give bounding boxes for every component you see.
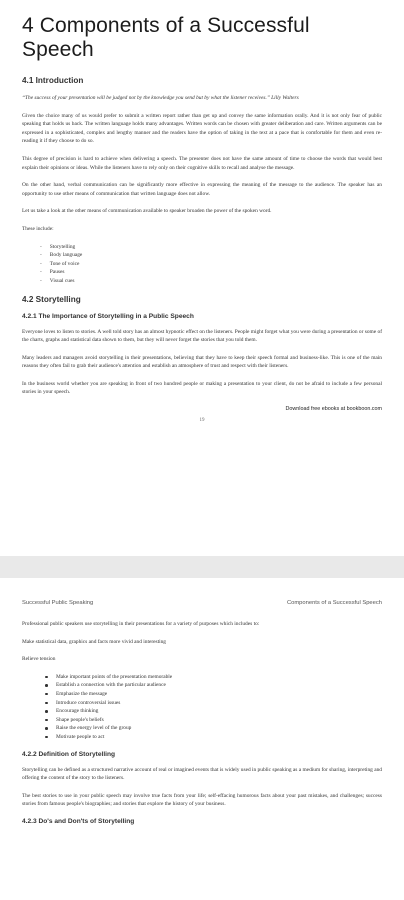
paragraph: Given the choice many of us would prefer to submit a written report rather than get up and convey the same information orally. And it is not only fear of public speaking that holds us back. The written language holds many advantages. Written words can be chosen with greater deliberation and care. Written arguments can be expressed in a sophisticated, complex and lengthy manner and the readers have the option of taking in the text at a pace that is comfortable for them and even re-reading it if they choose to do so. [22,112,382,145]
download-ebooks-link[interactable]: Download free ebooks at bookboon.com [285,406,382,413]
purposes-list [32,673,382,742]
paragraph: Relieve tension [22,656,56,663]
list-item: Make important points of the presentation memorable [56,673,382,682]
list-item: Introduce controversial issues [56,699,382,708]
section-heading-4-1: 4.1 Introduction [22,76,84,85]
list-item: Establish a connection with the particular audience [56,681,382,690]
list-item: - Tone of voice [52,260,382,269]
paragraph: In the business world whether you are speaking in front of two hundred people or making a presentation to your client, do not be afraid to include a few personal stories in your speech. [22,380,382,396]
paragraph: Professional public speakers use storytelling in their presentations for a variety of purposes which includes to: [22,621,260,627]
list-item: - Body language [52,251,382,260]
paragraph: Many leaders and managers avoid storytelling in their presentations, believing that they have to keep their speech formal and business-like. This is one of the main reasons they often fail to grab their audience's attention and establish an atmosphere of trust and respect with their listeners. [22,354,382,370]
paragraph: Let us take a look at the other means of communication available to speaker broaden the power of the spoken word. [22,208,272,215]
page-number: 19 [199,418,205,424]
list-item: - Visual cues [52,277,382,286]
chapter-title: 4 Components of a Successful Speech [22,14,310,61]
list-item: - Storytelling [52,243,382,252]
paragraph: Storytelling can be defined as a structured narrative account of real or imagined events that is widely used in public speaking as a medium for sharing, interpreting and offering the content of the story to the listeners. [22,766,382,782]
paragraph: The best stories to use in your public speech may involve true facts from your life; self-effacing humorous facts about your past mistakes, and challenges; success stories from famous people's biographies; and stories that explore the history of your business. [22,792,382,808]
subsection-heading-4-2-3: 4.2.3 Do's and Don'ts of Storytelling [22,817,135,825]
list-item: Shape people's beliefs [56,716,382,725]
running-header [22,600,382,606]
list-item: Motivate people to act [56,733,382,742]
subsection-heading-4-2-2: 4.2.2 Definition of Storytelling [22,750,116,758]
paragraph: This degree of precision is hard to achieve when delivering a speech. The presenter does not have the same amount of time to choose the words that would best explain their opinions or ideas. While the listeners have to rely only on their cognitive skills to recall and analyse the message. [22,155,382,171]
list-item: Raise the energy level of the group [56,724,382,733]
paragraph: Everyone loves to listen to stories. A well told story has an almost hypnotic effect on the listeners. People might forget what you were during a presentation or some of the charts, graphs and statistical data shown to them, but they will never forget the stories that you told them. [22,328,382,344]
list-item: Emphasize the message [56,690,382,699]
subsection-heading-4-2-1: 4.2.1 The Importance of Storytelling in a Public Speech [22,312,194,320]
epigraph-quote: “The success of your presentation will be judged not by the knowledge you send but by what the listener receives.” Lilly Walters [22,95,299,101]
paragraph: On the other hand, verbal communication can be significantly more effective in expressing the meaning of the message to the audience. The speaker has an opportunity to use other means of communication that written language does not allow. [22,182,382,197]
means-list [32,243,382,286]
paragraph: Make statistical data, graphics and facts more vivid and interesting [22,638,167,645]
page-20 [0,578,404,900]
header-book-title: Successful Public Speaking [22,600,94,606]
section-heading-4-2: 4.2 Storytelling [22,294,81,304]
list-item: Encourage thinking [56,707,382,716]
list-item: - Pauses [52,268,382,277]
paragraph: These include: [22,225,54,232]
header-chapter-title: Components of a Successful Speech [286,600,382,606]
